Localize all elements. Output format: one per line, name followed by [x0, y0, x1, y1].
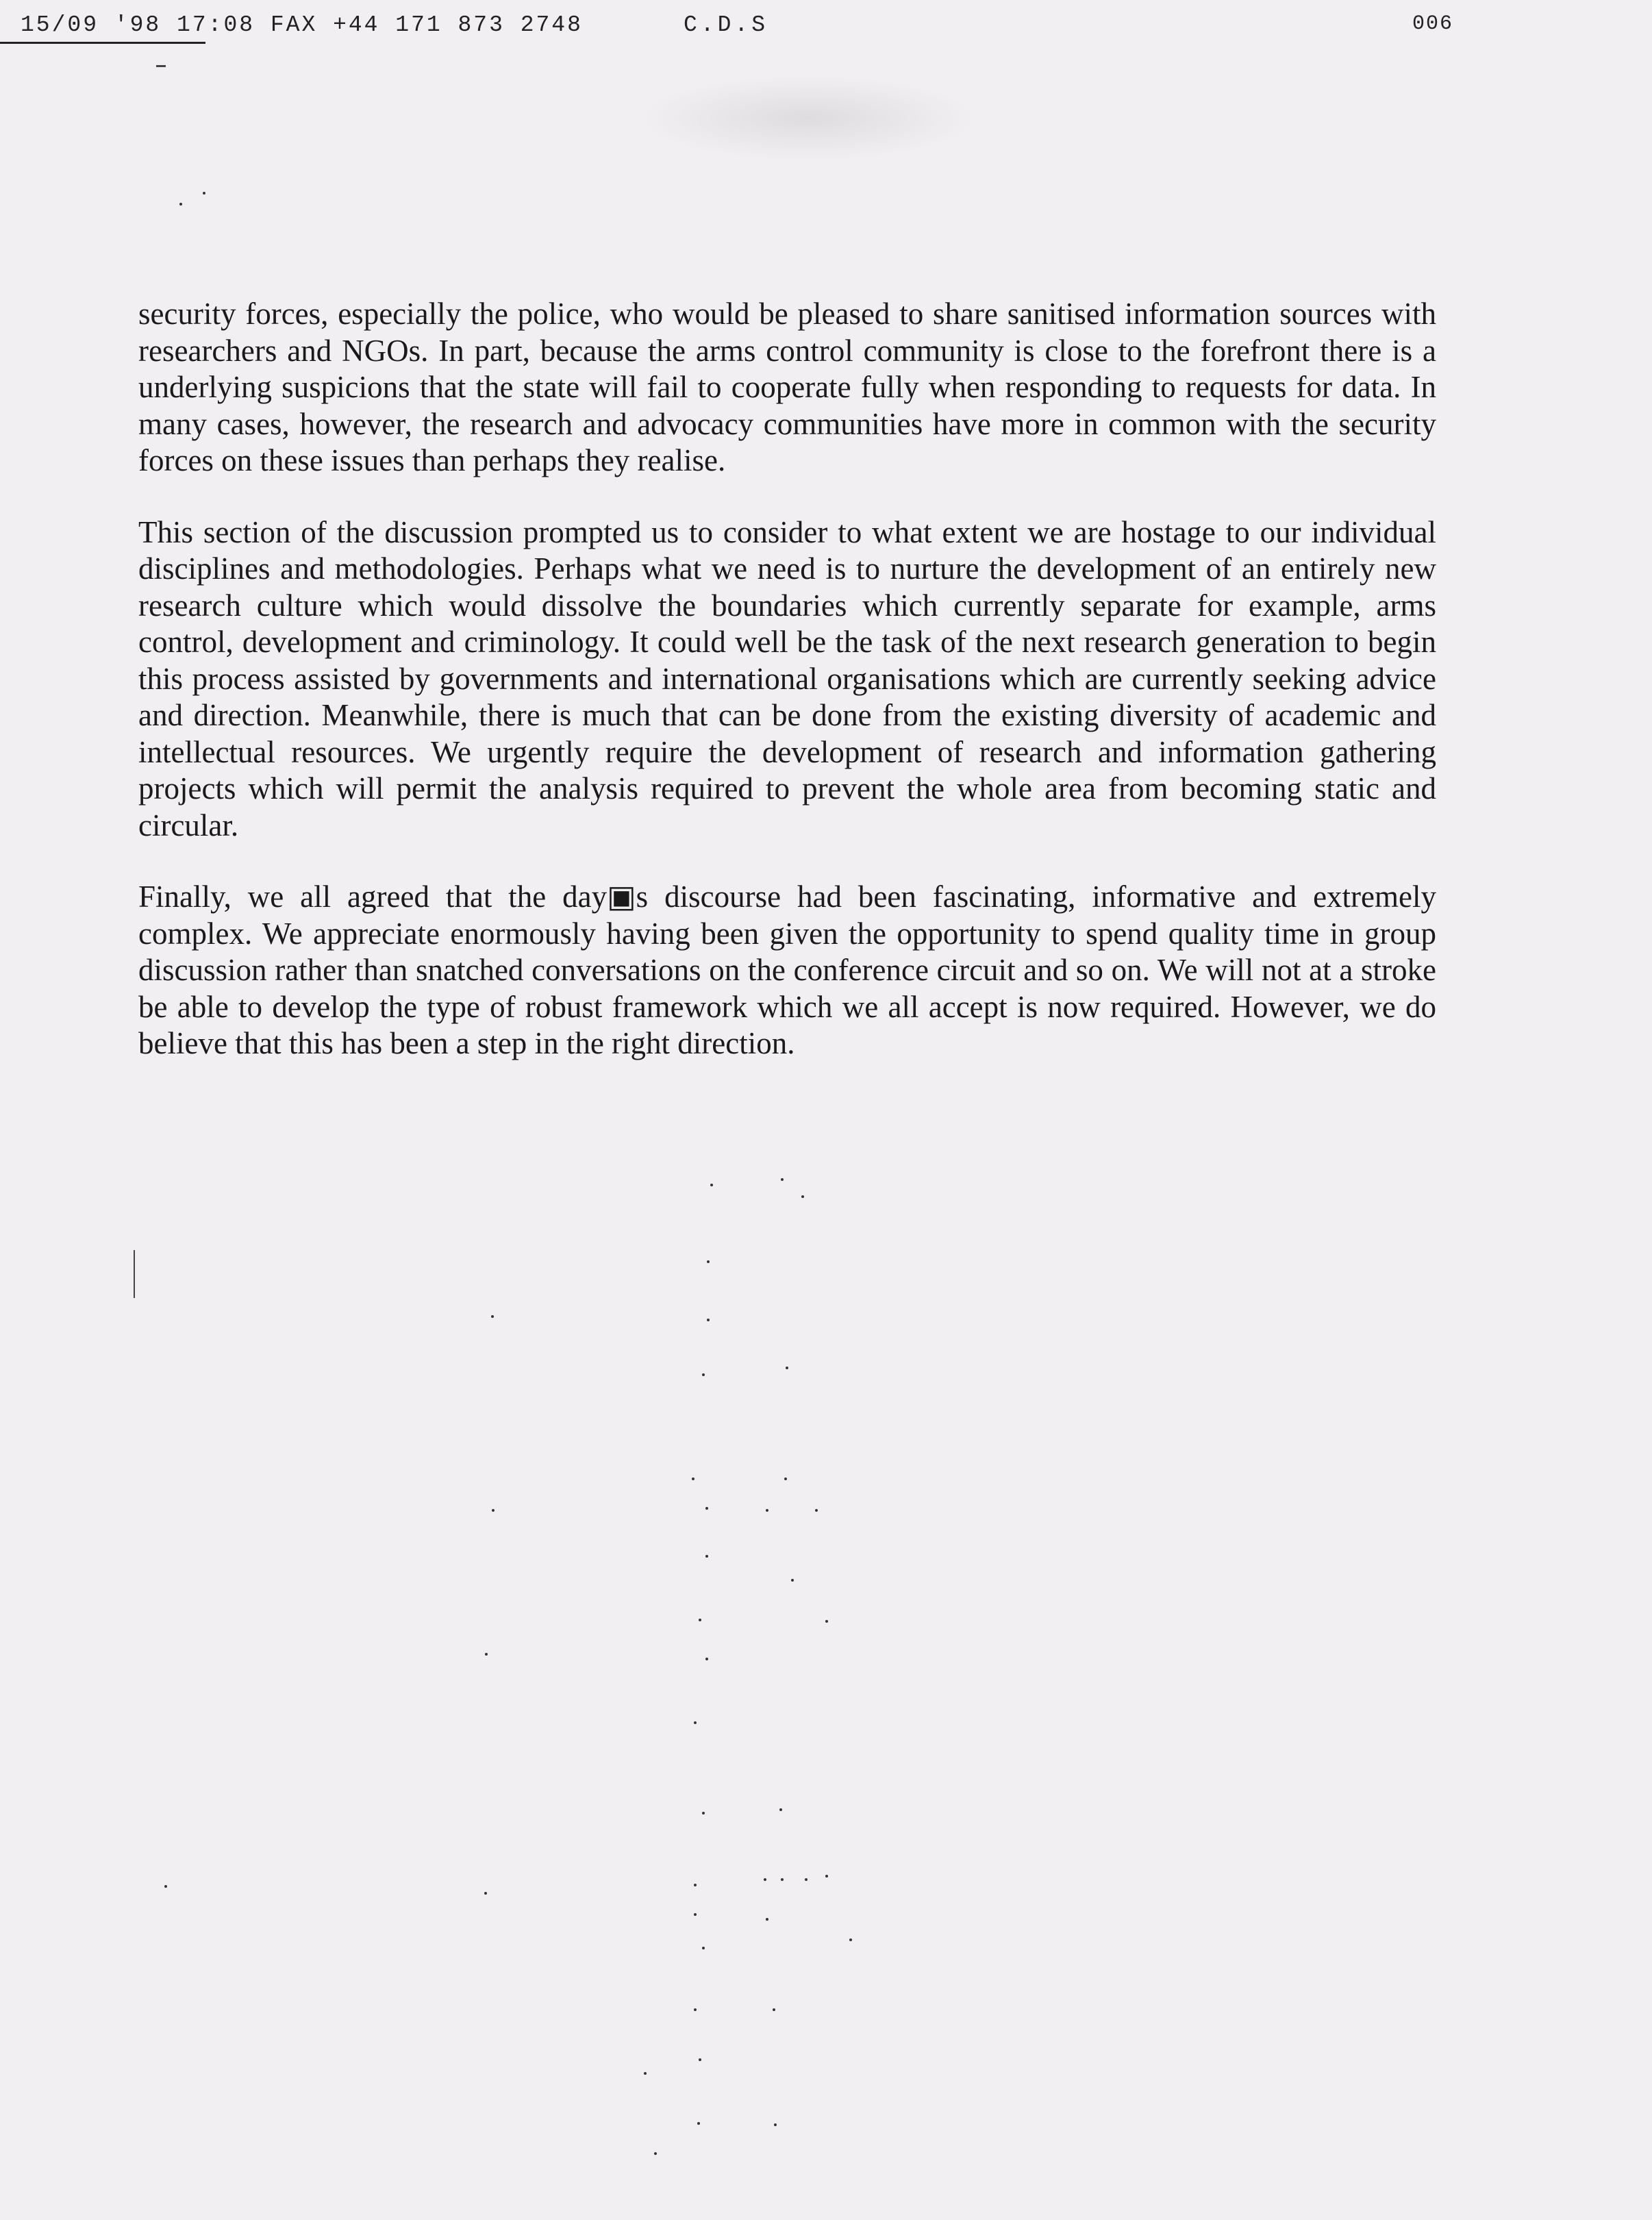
scan-speck [485, 1653, 488, 1656]
scan-speck [766, 1509, 768, 1512]
scan-speck [694, 1721, 697, 1724]
fax-header [0, 12, 1652, 47]
scan-speck [710, 1184, 713, 1186]
scan-speck [786, 1367, 788, 1369]
scan-speck [694, 1884, 697, 1886]
scan-speck [203, 192, 205, 195]
scan-speck [692, 1477, 694, 1480]
scan-speck [825, 1875, 828, 1878]
scan-speck [849, 1938, 852, 1941]
margin-mark [134, 1250, 135, 1298]
fax-page-number: 006 [1412, 12, 1454, 36]
scan-speck [164, 1885, 167, 1888]
scan-speck [707, 1260, 710, 1263]
header-underline [0, 42, 205, 44]
scan-speck [707, 1319, 710, 1321]
scan-speck [791, 1579, 794, 1582]
stray-mark [156, 65, 166, 67]
fax-sender-id: C.D.S [684, 12, 769, 38]
scan-speck [781, 1878, 784, 1881]
bleed-through-smudge [640, 75, 976, 161]
scan-speck [654, 2152, 657, 2155]
scan-speck [801, 1195, 804, 1198]
scan-speck [491, 1315, 494, 1318]
scan-speck [699, 1619, 701, 1621]
scan-speck [699, 2058, 701, 2061]
scan-speck [705, 1658, 708, 1660]
scan-speck [484, 1892, 487, 1895]
scan-speck [825, 1620, 828, 1623]
paragraph-3: Finally, we all agreed that the day▣s discourse had been fascinating, informative and extremely complex. We appreciate enormously having been given the opportunity to spend quality time in group discussion rather than snatched conversations on the conference circuit and so on. We will not at a stroke be able to develop the type of robust framework which we all accept is now required. However, we do believe that this has been a step in the right direction. [138, 880, 1436, 1060]
scan-speck [697, 2122, 700, 2125]
scan-speck [779, 1808, 782, 1811]
scan-speck [805, 1878, 808, 1881]
scan-speck [694, 1913, 697, 1916]
scan-speck [774, 2123, 777, 2126]
paragraph-1: security forces, especially the police, who would be pleased to share sanitised information sources with researchers and NGOs. In part, because the arms control community is close to the forefront there is a underlying suspicions that the state will fail to cooperate fully when responding to requests for data. In many cases, however, the research and advocacy communities have more in common with the security forces on these issues than perhaps they realise. [138, 297, 1436, 477]
scan-speck [705, 1507, 708, 1510]
scan-speck [179, 203, 182, 205]
scan-speck [702, 1812, 705, 1814]
scan-speck [784, 1477, 787, 1480]
scan-speck [764, 1878, 766, 1881]
paragraph-2: This section of the discussion prompted us to consider to what extent we are hostage to our individual disciplines and methodologies. Perhaps what we need is to nurture the development of an entirely new research culture which would dissolve the boundaries which currently separate for example, arms control, development and criminology. It could well be the task of the next research generation to begin this process assisted by governments and international organisations which are currently seeking advice and direction. Meanwhile, there is much that can be done from the existing diversity of academic and intellectual resources. We urgently require the development of research and information gathering projects which will permit the analysis required to prevent the whole area from becoming static and circular. [138, 514, 1436, 843]
scan-speck [815, 1509, 818, 1512]
scan-speck [492, 1509, 495, 1512]
scan-speck [702, 1373, 705, 1376]
scan-speck [766, 1918, 768, 1921]
scan-speck [705, 1555, 708, 1558]
scan-speck [702, 1947, 705, 1949]
scan-speck [773, 2008, 775, 2011]
scan-speck [781, 1178, 784, 1181]
scan-speck [644, 2072, 647, 2075]
scan-speck [694, 2008, 697, 2011]
fax-transmission-line: 15/09 '98 17:08 FAX +44 171 873 2748 [21, 12, 583, 38]
document-body [138, 296, 1436, 1097]
